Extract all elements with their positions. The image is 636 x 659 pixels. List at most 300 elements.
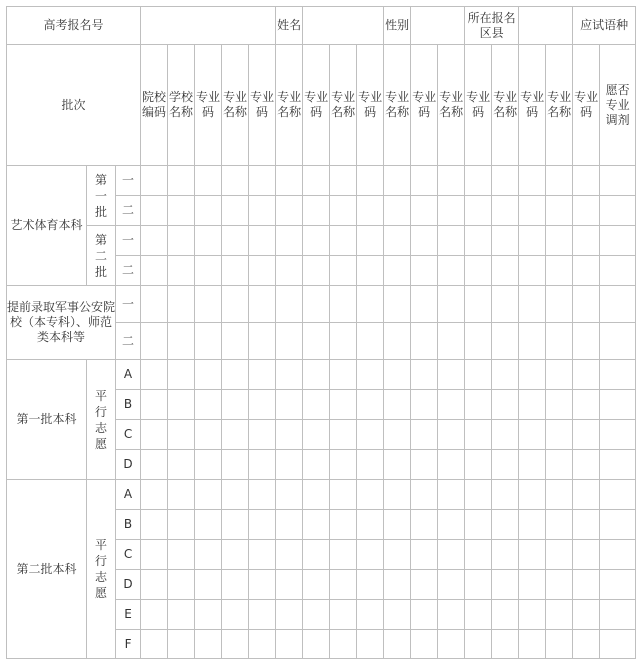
- input-cell[interactable]: [519, 360, 546, 390]
- input-cell[interactable]: [330, 600, 357, 630]
- input-cell[interactable]: [573, 570, 600, 600]
- input-cell[interactable]: [276, 286, 303, 323]
- input-cell[interactable]: [384, 600, 411, 630]
- input-cell[interactable]: [276, 166, 303, 196]
- input-cell[interactable]: [249, 540, 276, 570]
- input-cell[interactable]: [465, 510, 492, 540]
- input-cell[interactable]: [465, 196, 492, 226]
- input-cell[interactable]: [276, 630, 303, 659]
- input-cell[interactable]: [276, 256, 303, 286]
- input-cell[interactable]: [141, 166, 168, 196]
- input-cell[interactable]: [546, 256, 573, 286]
- input-cell[interactable]: [222, 570, 249, 600]
- input-cell[interactable]: [195, 256, 222, 286]
- input-cell[interactable]: [519, 570, 546, 600]
- input-cell[interactable]: [222, 540, 249, 570]
- input-cell[interactable]: [249, 600, 276, 630]
- input-cell[interactable]: [492, 450, 519, 480]
- input-cell[interactable]: [222, 196, 249, 226]
- input-cell[interactable]: [249, 226, 276, 256]
- input-cell[interactable]: [519, 226, 546, 256]
- input-cell[interactable]: [222, 226, 249, 256]
- input-cell[interactable]: [465, 630, 492, 659]
- input-cell[interactable]: [276, 360, 303, 390]
- input-cell[interactable]: [492, 420, 519, 450]
- input-cell[interactable]: [546, 226, 573, 256]
- input-cell[interactable]: [195, 600, 222, 630]
- input-cell[interactable]: [573, 226, 600, 256]
- input-cell[interactable]: [465, 166, 492, 196]
- input-cell[interactable]: [573, 166, 600, 196]
- input-cell[interactable]: [492, 360, 519, 390]
- input-cell[interactable]: [384, 226, 411, 256]
- input-cell[interactable]: [276, 570, 303, 600]
- input-cell[interactable]: [519, 196, 546, 226]
- input-cell[interactable]: [438, 390, 465, 420]
- input-cell[interactable]: [438, 360, 465, 390]
- input-cell[interactable]: [573, 390, 600, 420]
- input-cell[interactable]: [141, 600, 168, 630]
- input-cell[interactable]: [546, 630, 573, 659]
- input-cell[interactable]: [222, 390, 249, 420]
- input-cell[interactable]: [384, 420, 411, 450]
- input-cell[interactable]: [600, 420, 636, 450]
- input-cell[interactable]: [573, 510, 600, 540]
- input-cell[interactable]: [303, 360, 330, 390]
- input-cell[interactable]: [330, 166, 357, 196]
- input-cell[interactable]: [411, 390, 438, 420]
- input-cell[interactable]: [600, 390, 636, 420]
- input-cell[interactable]: [600, 600, 636, 630]
- input-cell[interactable]: [411, 510, 438, 540]
- input-cell[interactable]: [168, 570, 195, 600]
- input-cell[interactable]: [600, 510, 636, 540]
- input-cell[interactable]: [438, 570, 465, 600]
- input-cell[interactable]: [222, 450, 249, 480]
- input-cell[interactable]: [465, 450, 492, 480]
- input-cell[interactable]: [276, 390, 303, 420]
- input-cell[interactable]: [438, 256, 465, 286]
- input-cell[interactable]: [357, 570, 384, 600]
- input-cell[interactable]: [384, 480, 411, 510]
- input-cell[interactable]: [357, 166, 384, 196]
- input-cell[interactable]: [492, 600, 519, 630]
- input-cell[interactable]: [411, 450, 438, 480]
- input-cell[interactable]: [195, 420, 222, 450]
- input-cell[interactable]: [546, 450, 573, 480]
- input-cell[interactable]: [357, 196, 384, 226]
- input-cell[interactable]: [249, 450, 276, 480]
- input-cell[interactable]: [276, 420, 303, 450]
- input-cell[interactable]: [303, 510, 330, 540]
- input-cell[interactable]: [438, 166, 465, 196]
- input-cell[interactable]: [546, 196, 573, 226]
- input-cell[interactable]: [357, 630, 384, 659]
- input-cell[interactable]: [357, 540, 384, 570]
- input-cell[interactable]: [384, 510, 411, 540]
- input-cell[interactable]: [600, 570, 636, 600]
- input-cell[interactable]: [195, 480, 222, 510]
- input-cell[interactable]: [465, 600, 492, 630]
- col-school-name: 学校名称: [168, 45, 195, 166]
- input-cell[interactable]: [465, 570, 492, 600]
- col-major-code-7: 专业码: [519, 45, 546, 166]
- input-cell[interactable]: [384, 630, 411, 659]
- input-cell[interactable]: [573, 323, 600, 360]
- input-cell[interactable]: [438, 420, 465, 450]
- input-cell[interactable]: [519, 323, 546, 360]
- input-cell[interactable]: [573, 600, 600, 630]
- input-cell[interactable]: [303, 540, 330, 570]
- input-cell[interactable]: [411, 570, 438, 600]
- input-cell[interactable]: [141, 323, 168, 360]
- input-cell[interactable]: [411, 323, 438, 360]
- input-cell[interactable]: [222, 286, 249, 323]
- input-cell[interactable]: [249, 390, 276, 420]
- input-cell[interactable]: [303, 286, 330, 323]
- input-cell[interactable]: [195, 570, 222, 600]
- input-cell[interactable]: [546, 510, 573, 540]
- input-cell[interactable]: [546, 390, 573, 420]
- input-cell[interactable]: [384, 570, 411, 600]
- input-cell[interactable]: [492, 196, 519, 226]
- input-cell[interactable]: [141, 540, 168, 570]
- input-cell[interactable]: [438, 196, 465, 226]
- input-cell[interactable]: [141, 570, 168, 600]
- input-cell[interactable]: [519, 480, 546, 510]
- input-cell[interactable]: [492, 323, 519, 360]
- input-cell[interactable]: [303, 196, 330, 226]
- input-cell[interactable]: [438, 510, 465, 540]
- input-cell[interactable]: [330, 256, 357, 286]
- input-cell[interactable]: [546, 540, 573, 570]
- input-cell[interactable]: [573, 480, 600, 510]
- input-cell[interactable]: [141, 390, 168, 420]
- input-cell[interactable]: [573, 420, 600, 450]
- input-cell[interactable]: [330, 286, 357, 323]
- input-cell[interactable]: [465, 226, 492, 256]
- input-cell[interactable]: [195, 360, 222, 390]
- input-cell[interactable]: [519, 390, 546, 420]
- input-cell[interactable]: [249, 480, 276, 510]
- input-cell[interactable]: [168, 166, 195, 196]
- input-cell[interactable]: [276, 510, 303, 540]
- input-cell[interactable]: [330, 450, 357, 480]
- input-cell[interactable]: [600, 166, 636, 196]
- input-cell[interactable]: [573, 196, 600, 226]
- input-cell[interactable]: [573, 630, 600, 659]
- input-cell[interactable]: [492, 540, 519, 570]
- input-cell[interactable]: [249, 510, 276, 540]
- input-cell[interactable]: [141, 450, 168, 480]
- input-cell[interactable]: [249, 286, 276, 323]
- input-cell[interactable]: [357, 390, 384, 420]
- input-cell[interactable]: [411, 360, 438, 390]
- input-cell[interactable]: [438, 286, 465, 323]
- col-major-code-3: 专业码: [303, 45, 330, 166]
- application-form-table: [6, 6, 636, 659]
- input-cell[interactable]: [168, 510, 195, 540]
- input-cell[interactable]: [465, 360, 492, 390]
- input-cell[interactable]: [411, 600, 438, 630]
- input-cell[interactable]: [357, 226, 384, 256]
- input-cell[interactable]: [168, 420, 195, 450]
- input-cell[interactable]: [492, 226, 519, 256]
- input-cell[interactable]: [438, 540, 465, 570]
- input-cell[interactable]: [195, 450, 222, 480]
- choice-letter: A: [116, 480, 141, 510]
- input-cell[interactable]: [357, 256, 384, 286]
- input-cell[interactable]: [546, 420, 573, 450]
- input-cell[interactable]: [492, 166, 519, 196]
- input-cell[interactable]: [330, 323, 357, 360]
- input-cell[interactable]: [600, 286, 636, 323]
- input-cell[interactable]: [195, 323, 222, 360]
- input-cell[interactable]: [330, 630, 357, 659]
- input-cell[interactable]: [573, 256, 600, 286]
- input-cell[interactable]: [546, 286, 573, 323]
- input-cell[interactable]: [303, 630, 330, 659]
- input-cell[interactable]: [573, 540, 600, 570]
- input-cell[interactable]: [249, 196, 276, 226]
- input-cell[interactable]: [384, 540, 411, 570]
- input-cell[interactable]: [600, 360, 636, 390]
- input-cell[interactable]: [168, 630, 195, 659]
- input-cell[interactable]: [168, 256, 195, 286]
- input-cell[interactable]: [411, 480, 438, 510]
- input-cell[interactable]: [222, 630, 249, 659]
- input-cell[interactable]: [141, 420, 168, 450]
- input-cell[interactable]: [573, 360, 600, 390]
- input-cell[interactable]: [276, 226, 303, 256]
- name-cell[interactable]: [303, 7, 384, 45]
- input-cell[interactable]: [546, 166, 573, 196]
- input-cell[interactable]: [303, 256, 330, 286]
- input-cell[interactable]: [222, 510, 249, 540]
- input-cell[interactable]: [546, 360, 573, 390]
- input-cell[interactable]: [222, 420, 249, 450]
- input-cell[interactable]: [168, 390, 195, 420]
- input-cell[interactable]: [303, 323, 330, 360]
- input-cell[interactable]: [168, 226, 195, 256]
- input-cell[interactable]: [168, 323, 195, 360]
- input-cell[interactable]: [519, 166, 546, 196]
- input-cell[interactable]: [357, 480, 384, 510]
- input-cell[interactable]: [330, 540, 357, 570]
- input-cell[interactable]: [195, 390, 222, 420]
- input-cell[interactable]: [519, 420, 546, 450]
- input-cell[interactable]: [249, 570, 276, 600]
- input-cell[interactable]: [465, 540, 492, 570]
- input-cell[interactable]: [195, 540, 222, 570]
- input-cell[interactable]: [303, 390, 330, 420]
- input-cell[interactable]: [330, 510, 357, 540]
- district-cell[interactable]: [519, 7, 573, 45]
- input-cell[interactable]: [195, 630, 222, 659]
- input-cell[interactable]: [168, 286, 195, 323]
- input-cell[interactable]: [249, 323, 276, 360]
- input-cell[interactable]: [303, 600, 330, 630]
- input-cell[interactable]: [465, 286, 492, 323]
- input-cell[interactable]: [303, 450, 330, 480]
- input-cell[interactable]: [384, 360, 411, 390]
- input-cell[interactable]: [330, 570, 357, 600]
- input-cell[interactable]: [357, 420, 384, 450]
- input-cell[interactable]: [249, 630, 276, 659]
- input-cell[interactable]: [573, 450, 600, 480]
- gender-cell[interactable]: [411, 7, 465, 45]
- input-cell[interactable]: [519, 256, 546, 286]
- input-cell[interactable]: [303, 226, 330, 256]
- input-cell[interactable]: [195, 510, 222, 540]
- input-cell[interactable]: [141, 256, 168, 286]
- input-cell[interactable]: [546, 480, 573, 510]
- input-cell[interactable]: [141, 480, 168, 510]
- input-cell[interactable]: [438, 323, 465, 360]
- input-cell[interactable]: [465, 256, 492, 286]
- input-cell[interactable]: [519, 450, 546, 480]
- input-cell[interactable]: [249, 166, 276, 196]
- input-cell[interactable]: [330, 420, 357, 450]
- input-cell[interactable]: [519, 286, 546, 323]
- input-cell[interactable]: [411, 226, 438, 256]
- input-cell[interactable]: [195, 226, 222, 256]
- input-cell[interactable]: [330, 360, 357, 390]
- input-cell[interactable]: [465, 390, 492, 420]
- input-cell[interactable]: [357, 450, 384, 480]
- input-cell[interactable]: [600, 196, 636, 226]
- exam-number-cell[interactable]: [141, 7, 276, 45]
- col-major-code-2: 专业码: [249, 45, 276, 166]
- input-cell[interactable]: [303, 166, 330, 196]
- input-cell[interactable]: [492, 630, 519, 659]
- input-cell[interactable]: [357, 323, 384, 360]
- input-cell[interactable]: [600, 323, 636, 360]
- input-cell[interactable]: [330, 196, 357, 226]
- input-cell[interactable]: [330, 480, 357, 510]
- input-cell[interactable]: [195, 166, 222, 196]
- input-cell[interactable]: [276, 540, 303, 570]
- input-cell[interactable]: [519, 600, 546, 630]
- input-cell[interactable]: [384, 450, 411, 480]
- input-cell[interactable]: [168, 480, 195, 510]
- input-cell[interactable]: [222, 323, 249, 360]
- input-cell[interactable]: [411, 630, 438, 659]
- input-cell[interactable]: [573, 286, 600, 323]
- input-cell[interactable]: [492, 510, 519, 540]
- input-cell[interactable]: [546, 600, 573, 630]
- choice-letter: F: [116, 630, 141, 659]
- input-cell[interactable]: [168, 600, 195, 630]
- input-cell[interactable]: [519, 510, 546, 540]
- input-cell[interactable]: [384, 286, 411, 323]
- input-cell[interactable]: [222, 600, 249, 630]
- input-cell[interactable]: [168, 540, 195, 570]
- input-cell[interactable]: [384, 256, 411, 286]
- input-cell[interactable]: [303, 570, 330, 600]
- input-cell[interactable]: [330, 226, 357, 256]
- input-cell[interactable]: [276, 600, 303, 630]
- input-cell[interactable]: [141, 286, 168, 323]
- input-cell[interactable]: [438, 226, 465, 256]
- input-cell[interactable]: [411, 540, 438, 570]
- input-cell[interactable]: [465, 323, 492, 360]
- input-cell[interactable]: [357, 286, 384, 323]
- input-cell[interactable]: [195, 196, 222, 226]
- input-cell[interactable]: [249, 360, 276, 390]
- input-cell[interactable]: [492, 570, 519, 600]
- input-cell[interactable]: [438, 480, 465, 510]
- input-cell[interactable]: [303, 420, 330, 450]
- input-cell[interactable]: [411, 420, 438, 450]
- input-cell[interactable]: [411, 196, 438, 226]
- input-cell[interactable]: [222, 480, 249, 510]
- input-cell[interactable]: [465, 480, 492, 510]
- input-cell[interactable]: [519, 630, 546, 659]
- input-cell[interactable]: [249, 420, 276, 450]
- input-cell[interactable]: [168, 360, 195, 390]
- input-cell[interactable]: [411, 286, 438, 323]
- input-cell[interactable]: [465, 420, 492, 450]
- input-cell[interactable]: [519, 540, 546, 570]
- input-cell[interactable]: [384, 166, 411, 196]
- input-cell[interactable]: [141, 226, 168, 256]
- input-cell[interactable]: [492, 480, 519, 510]
- input-cell[interactable]: [492, 390, 519, 420]
- col-major-name-1: 专业名称: [222, 45, 249, 166]
- input-cell[interactable]: [276, 450, 303, 480]
- input-cell[interactable]: [141, 360, 168, 390]
- input-cell[interactable]: [384, 323, 411, 360]
- input-cell[interactable]: [276, 196, 303, 226]
- input-cell[interactable]: [222, 166, 249, 196]
- input-cell[interactable]: [546, 570, 573, 600]
- input-cell[interactable]: [330, 390, 357, 420]
- input-cell[interactable]: [492, 256, 519, 286]
- input-cell[interactable]: [438, 630, 465, 659]
- input-cell[interactable]: [168, 450, 195, 480]
- input-cell[interactable]: [303, 480, 330, 510]
- input-cell[interactable]: [168, 196, 195, 226]
- input-cell[interactable]: [222, 256, 249, 286]
- input-cell[interactable]: [600, 630, 636, 659]
- input-cell[interactable]: [384, 390, 411, 420]
- input-cell[interactable]: [600, 540, 636, 570]
- input-cell[interactable]: [222, 360, 249, 390]
- input-cell[interactable]: [411, 256, 438, 286]
- input-cell[interactable]: [546, 323, 573, 360]
- input-cell[interactable]: [249, 256, 276, 286]
- input-cell[interactable]: [141, 510, 168, 540]
- input-cell[interactable]: [384, 196, 411, 226]
- input-cell[interactable]: [600, 480, 636, 510]
- input-cell[interactable]: [411, 166, 438, 196]
- input-cell[interactable]: [357, 360, 384, 390]
- input-cell[interactable]: [357, 600, 384, 630]
- input-cell[interactable]: [276, 480, 303, 510]
- input-cell[interactable]: [600, 256, 636, 286]
- input-cell[interactable]: [141, 630, 168, 659]
- input-cell[interactable]: [141, 196, 168, 226]
- input-cell[interactable]: [438, 450, 465, 480]
- input-cell[interactable]: [357, 510, 384, 540]
- input-cell[interactable]: [438, 600, 465, 630]
- input-cell[interactable]: [492, 286, 519, 323]
- input-cell[interactable]: [600, 226, 636, 256]
- input-cell[interactable]: [195, 286, 222, 323]
- input-cell[interactable]: [600, 450, 636, 480]
- input-cell[interactable]: [276, 323, 303, 360]
